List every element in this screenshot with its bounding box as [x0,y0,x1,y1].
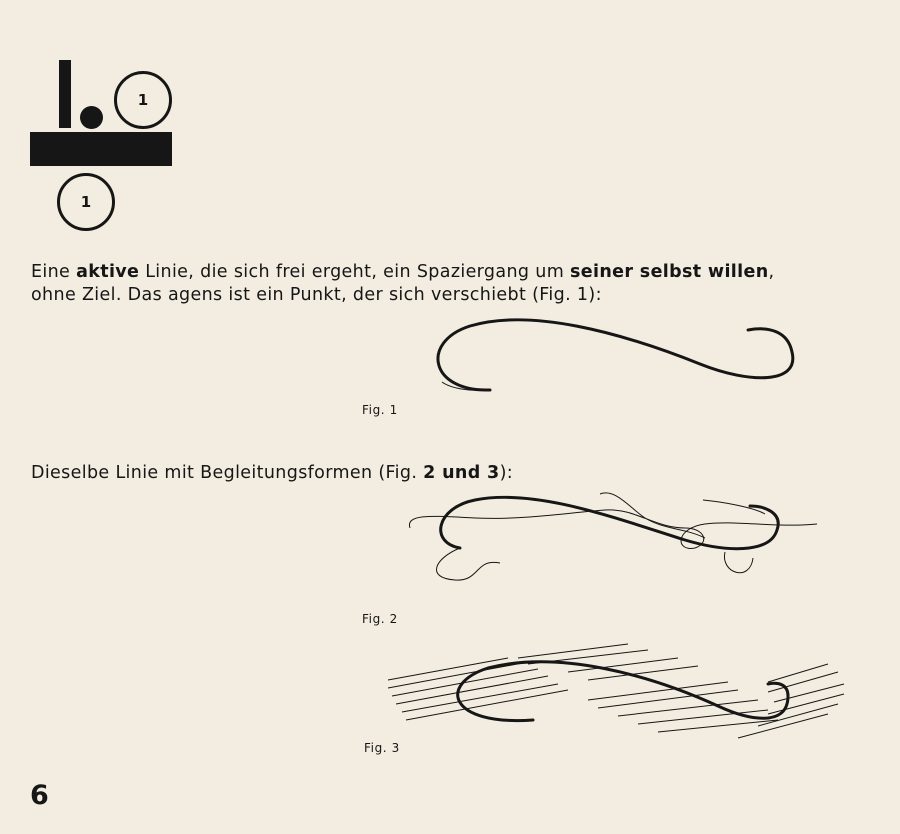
figure-1-caption: Fig. 1 [362,403,398,417]
second-paragraph: Dieselbe Linie mit Begleitungsformen (Fig. 2 und 3): [31,463,514,483]
dot-shape [80,106,103,129]
page-number: 6 [30,780,49,811]
numbered-circle-top: 1 [114,71,172,129]
intro-line-2: ohne Ziel. Das agens ist ein Punkt, der sich verschiebt (Fig. 1): [31,285,602,305]
figure-2-drawing [405,488,825,588]
figure-1-drawing [430,312,810,402]
horizontal-bar-shape [30,132,172,166]
emphasis-selbst-willen: seiner selbst willen [570,262,769,282]
vertical-bar-shape [59,60,71,128]
chapter-badge [0,0,200,240]
numbered-circle-bottom: 1 [57,173,115,231]
figure-3-drawing [388,644,848,754]
intro-paragraph [31,261,881,307]
figure-3-caption: Fig. 3 [364,741,400,755]
intro-line-1: Eine aktive Linie, die sich frei ergeht, ein Spaziergang um seiner selbst willen, [31,262,775,282]
figure-2-caption: Fig. 2 [362,612,398,626]
emphasis-aktive: aktive [76,262,140,282]
emphasis-fig-numbers: 2 und 3 [423,463,500,483]
active-line [438,320,793,390]
